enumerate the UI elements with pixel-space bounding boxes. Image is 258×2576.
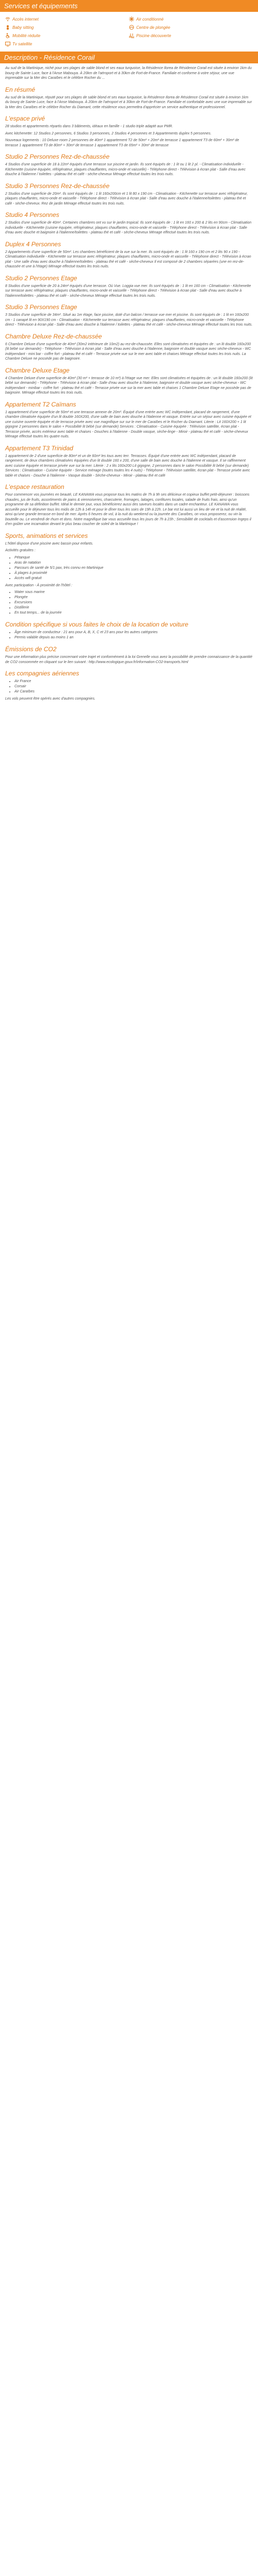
section-text: 1 appartement de 2 d'une superficie de 80m² et un de 60m² les tous avec terr. Terrasses. Équipé d'une entrée avec WC indépendant, placard de rangement, de deux chambres climatisées équipées d'un lit double 160 x 200, d'une salle de bain avec douche à l'italienne et vasque. Il se raffinement avec cuisine équipée et terrasse privée vue sur la mer. Literie : 2 x lits 160x200 Lit gigogne, 2 personnes dans le salon Possibilité lit bébé (sur demande) Services : Climatisation - Cuisine équipée - Service ménage (toutes toutes les 4 nuits) - Téléphone - Télévision satellite, écran plat - Terrasse privée avec table et chaises - Douche à l'italienne - Vasque double - Sèche-cheveux - Miroir - plateau thé et café (5, 454, 250, 478)
section-text: 3 Studios d'une superficie de 34m². Situé au 1er étage, face piscine, doté d'un balcon / terrasse vue mer et piscine. Ils sont équipés de : 1 lit en 160x200 cm - 1 canapé lit en 90X190 cm - Climatisation - Kitchenette sur terrasse avec réfrigérateur, plaques chauffantes, micro-onde et vaisselle - Téléphone direct - Télévision à écran plat - Salle d'eau avec douche à l'italienne / toilettes - plateau thé et café - sèche-cheveux Ménage effectué toutes les trois nuits. (5, 313, 253, 327)
service-internet (5, 15, 83, 23)
list-item: • Distillerie (14, 605, 253, 611)
section-heading: Chambre Deluxe Rez-de-chaussée (5, 332, 102, 340)
activities-label: Activités gratuites : (5, 549, 36, 552)
section-text: 6 Chambre Deluxe d'une superficie de 40m² (30m2 intérieure de 10m2) au rez-de-chaussée. Elles sont climatisées et équipées de : un lit double 160x200 (lit bébé sur demande) - Téléphone - Télévision à écran plat - Salle d'eau avec douche à l'italienne, baignoire et double vasque avec sèche-cheveux - WC indépendant - mini bar - coffre fort - plateau thé et café - Terrasse privée vue sur le mer avec table et chaises Ménage effectué toutes les trois nuits. La Chambre Deluxe ne possède pas de baignoire. (5, 342, 251, 361)
section-heading: Appartement T2 Caïmans (5, 400, 76, 408)
service-diving (129, 24, 206, 31)
description-title: Description - Résidence Corail (4, 54, 95, 61)
service-aircon (129, 15, 206, 23)
list-item: • Plongée (14, 595, 253, 600)
baby-icon (5, 25, 10, 30)
airlines-heading: Les compagnies aériennes (5, 670, 79, 677)
section-text: 4 Studios d'une superficie de 18 à 22m² équipés d'une terrasse sur piscine et jardin. Ils sont équipés de : 1 lit ou 1 lit 2 pl. - Climatisation individuelle - Kitchenette (cuisine équipée, réfrigérateur, plaques chauffantes, micro-onde et vaisselle) - Téléphone direct - Télévision à écran plat - Salle d'eau avec douche à l'italienne / toilettes - plateau thé et café - sèche-cheveux Ménage effectué toutes les trois nuits. (5, 163, 246, 176)
list-item: • Water sous marine (14, 590, 253, 595)
section-text: Nouveaux logements : 10 Deluxe room 2 personnes de 40m² 1 appartement T2 de 50m² + 20m² de terrasse 1 appartement T3 de 60m² + 30m² de terrasse 1 appartement T3 de 80m² + 30m² de terrasse 1 appartement T3 de 65m² + 30m² de terrasse (5, 139, 239, 147)
service-mobility (5, 32, 83, 39)
list-item: • Permis valable depuis au moins 1 an (14, 635, 253, 640)
activities-list (14, 555, 253, 581)
section-heading: Duplex 4 Personnes (5, 240, 61, 248)
section-heading: Chambre Deluxe Etage (5, 366, 70, 374)
section-heading: Studio 3 Personnes Etage (5, 303, 77, 311)
section-text: L'hôtel dispose d'une piscine avec bassin pour enfants. (5, 541, 93, 546)
list-item: • Air Caraïbes (14, 689, 253, 694)
list-item: • Corsair (14, 684, 253, 689)
service-tv (5, 40, 83, 47)
section-text: Au sud de la Martinique, réputé pour ses plages de sable blond et ses eaux turquoise, la Résidence Ilorea de Résidence Corail est située à environ 1km du bourg de Sainte Luce, face à l'Anse Mabouya. À 20km de l'aéroport et à 30km de Fort-de-France. Familiale et confortable avec une vue imprenable sur la Mer des Caraïbes et le célèbre Rocher du Diamant, cette résidence vous permettra d'apprécier un service authentique et professionnel. (5, 95, 252, 109)
description-banner (0, 52, 258, 63)
paying-list (14, 590, 253, 616)
section-text: 1 appartement d'une superficie de 50m² et une terrasse annexe de 20m². Équipé d'une entrée avec WC indépendant, placard de rangement, d'une chambre climatisée équipée d'un lit double 160X200, d'une salle de bain avec douche à l'italienne et vasque. Entrée sur un séjour avec cuisine équipée et une cuisine ouverte équipée et de terrasse privée avec vue magnifique sur sur le mer de Caraïbes et le Rocher du Diamant. Literie : Lit 160X200 + 1 lit gigogne 2 personnes dans le salon + Possibilité lit bébé (sur demande) Services : Climatisation - Cuisine équipée : Télévision satellite, écran plat - Terrasse privée, accès extérieur avec table et chaises - Douches à l'italienne - Double vasque, sèche-linge - Miroir - plateau thé et café - sèche-cheveux Ménage effectué toutes les quatre nuits. (5, 410, 251, 438)
description-body (5, 66, 253, 704)
section-text: 28 studios et appartements répartis dans 3 bâtiments, idéaux en famille - 1 studio triple adapté aux PMR. (5, 125, 173, 128)
service-label: Mobilité réduite (12, 33, 41, 38)
intro-text: Au sud de la Martinique, niché pour ses plages de sable blond et ses eaux turquoise, la Résidence Ilorea de Résidence Corail est située à environ 1km du bourg de Sainte Luce, face à l'Anse Mabouya. À 20km de l'aéroport et à 30km de Fort-de-France. Familiale et conforme à votre séjour, une vue imprenable sur la Mer des Caraïbes et le célèbre Rocher du ... (5, 66, 252, 80)
list-item: • Aras de natation (14, 561, 253, 566)
service-babysitting (5, 24, 83, 31)
snowflake-icon (129, 16, 134, 22)
list-item: • En tout temps... de la journée (14, 611, 253, 616)
emissions-text: Pour une information plus précise concernant votre trajet et conformément à la loi Grenelle vous avez la possibilité de prendre connaissance de la quantité de CO2 consommée en cliquant sur le lien suivant : http://www.ecologique.gouv.fr/information-CO2-transports.html (5, 655, 252, 664)
section-text: 4 Chambre Deluxe d'une superficie de 40m² (30 m² + terrasse de 10 m²) à l'étage vue mer. Elles sont climatisées et équipées de : un lit double 160x200 (lit bébé sur demande) - Téléphone - Télévision à écran plat - Salle d'eau avec douche à l'italienne, baignoire et double vasque avec sèche-cheveux - WC indépendant - minibar - coffre fort - plateau thé et café - Terrasse privée vue sur la mer avec table et chaises 1 Chambre Deluxe Etage ne possède pas de baignoire. Ménage effectué toutes les trois nuits. (5, 376, 253, 395)
section-text: 2 Appartements d'une superficie de 50m². Les chambres bénéficient de la vue sur la mer. Ils sont équipés de : 1 lit 160 x 190 cm et 2 lits 90 x 190 - Climatisation individuelle - Kitchenette sur terrasse avec réfrigérateur, plaques chauffantes, micro-onde et vaisselle - Téléphone direct - Télévision à écran plat - Une salle d'eau avec douche à l'italienne/toilettes - plateau thé et café - sèche-cheveux Il est composé de 2 chambres séparées (une en rez-de-chaussée et une à l'étage) Ménage effectué toutes les trois nuits. (5, 250, 251, 268)
list-item: • Accès wifi gratuit (14, 576, 253, 581)
conditions-list (14, 630, 253, 640)
list-item: • Parcours de santé de 5/1 pax, très connu en Martinique (14, 566, 253, 571)
list-item: • À plages à proximité (14, 571, 253, 576)
conditions-heading: Condition spécifique si vous faites le choix de la location de voiture (5, 621, 188, 628)
service-pool (129, 32, 206, 39)
list-item: • Excursions (14, 600, 253, 605)
service-label: Tv satellite (12, 41, 33, 46)
service-label: Centre de plongée (136, 25, 170, 30)
pool-icon (129, 33, 134, 38)
list-item: • Pétanque (14, 555, 253, 561)
section-text: 8 Studios d'une superficie de 20 à 24m² équipés d'une terrasse. Où Vue. Loggia vue mer. Ils sont équipés de : 1 lit en 160 cm - Climatisation - Kitchenette sur terrasse avec réfrigérateur, plaques chauffantes, micro-onde et vaisselle - Téléphone direct - Télévision à écran plat - Salle d'eau avec douche à l'italienne/toilettes - plateau thé et café - sèche-cheveux Ménage effectué toutes les trois nuits. (5, 284, 251, 298)
dive-icon (129, 25, 134, 30)
paying-label: Avec participation - À proximité de l'hôtel : (5, 583, 72, 587)
airlines-list (14, 679, 253, 694)
list-item: • Âge minimum de conducteur : 21 ans pour A, B, X, C et 23 ans pour les autres catégories (14, 630, 253, 635)
list-item: • Air France (14, 679, 253, 684)
section-heading: Appartement T3 Trinidad (5, 444, 73, 452)
section-heading: Studio 2 Personnes Etage (5, 274, 77, 282)
section-heading: L'espace privé (5, 115, 45, 122)
service-label: Accès internet (12, 16, 39, 22)
section-text: Avec kitchenette: 12 Studios 2 personnes, 6 Studios 3 personnes, 2 Studios 4 personnes et 3 Appartements duplex 5 personnes. (5, 131, 212, 135)
section-heading: En résumé (5, 86, 36, 93)
footer-note: Les vols peuvent être opérés avec d'autres compagnies. (5, 697, 95, 701)
section-text: Pour commencer vos journées en beauté, LE KANAWA vous propose tous les matins de 7h à 9h ses délicieux et copieux buffet petit-déjeuner : boissons chaudes, jus de fruits, assortiments de pains & viennoiseries, charcuterie, fromages, laitages, confitures locales, salade de fruits frais, ainsi qu'un programme de sa définition buffet. Idéal le dernier jour, vous bénéficierez aussi des saveurs locales dans un cadre enchanteur. LE KANAWA vous accueille pour le déjeuner tous les midis de 12h à 14h et pour le dîner tous les soirs de 19h à 22h. Le bar est lui aussi un lieu de vie et la nuit de réalité, ainsi qu'une grande terrasse en bord de mer. Après 6 heures de vol, à la nuit du weekend ou la journée des Caraïbes, on vous proposerez, ou vin la bouteille ou. Le vendredi de rhum et dons. Notre magnifique bar vous accueille tous les jours de 7h à 23h ; Sensibilité de cocktails et d'ascension Ingeps il d'en goûter une incarnation devant le plus beau coucher de soleil de la Martinique ! (5, 493, 251, 526)
services-banner (0, 0, 258, 12)
tv-icon (5, 41, 10, 46)
services-list (5, 13, 253, 49)
wifi-icon (5, 16, 10, 22)
section-heading: Sports, animations et services (5, 532, 88, 539)
services-title: Services et équipements (4, 2, 78, 10)
section-heading: Studio 2 Personnes Rez-de-chaussée (5, 153, 110, 160)
service-label: Baby sitting (12, 25, 34, 30)
section-heading: Studio 3 Personnes Rez-de-chaussée (5, 182, 110, 190)
section-text: 2 Studios d'une superficie de 40m². Certaines chambres ont vu sur le jardin tropical. Ils sont équipés de : 1 lit en 160 x 200 & 2 lits en 90cm - Climatisation individuelle - Kitchenette (cuisine équipée, réfrigérateur, plaques chauffantes, micro-onde et vaisselle - Téléphone direct - Télévision à écran plat - Salle d'eau avec douche et baignoire à l'italienne/toilettes - plateau thé et café - sèche-cheveux Ménage effectué toutes les trois nuits. (5, 221, 252, 234)
service-label: Air conditionné (136, 16, 164, 22)
section-heading: L'espace restauration (5, 483, 64, 490)
section-text: 2 Studios d'une superficie de 20m². Ils sont équipés de : 1 lit 160x200cm et 1 lit 80 x 190 cm - Climatisation - Kitchenette sur terrasse avec réfrigérateur, plaques chauffantes, micro-onde et vaisselle - Téléphone direct - Télévision à écran plat - Salle d'eau avec douche à l'italienne/toilettes - plateau thé et café - sèche-cheveux. Rez de jardin Ménage effectué toutes les trois nuits. (5, 192, 248, 206)
section-heading: Studio 4 Personnes (5, 211, 59, 218)
wheelchair-icon (5, 33, 10, 38)
emissions-heading: Émissions de CO2 (5, 646, 57, 653)
service-label: Piscine découverte (136, 33, 171, 38)
